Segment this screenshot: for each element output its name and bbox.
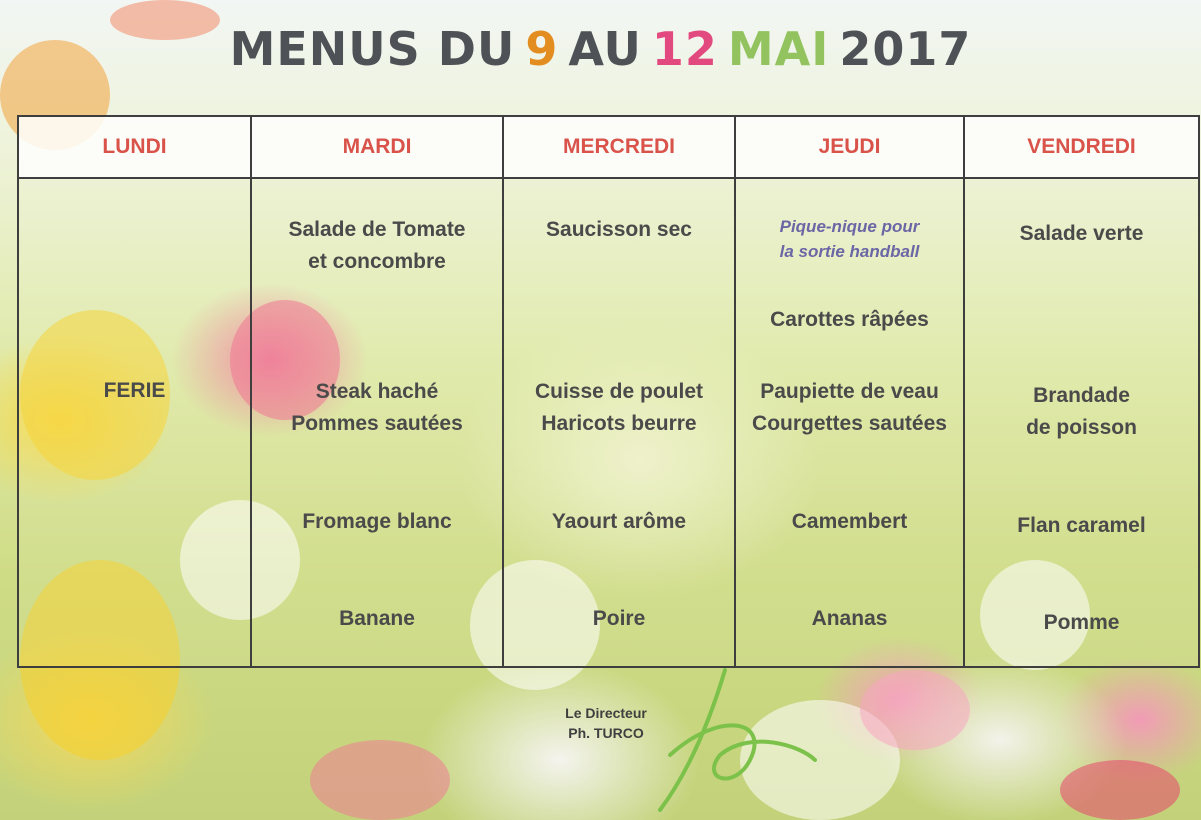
menu-starter: Salade de Tomate et concombre	[288, 218, 466, 273]
day-column-mardi	[252, 179, 504, 666]
title-part: MENUS DU	[229, 22, 516, 76]
title-part: 12	[651, 22, 718, 76]
menu-dairy: Fromage blanc	[302, 510, 452, 533]
title-part: 2017	[839, 22, 972, 76]
day-header-jeudi: JEUDI	[736, 117, 965, 179]
menu-main-course: Cuisse de poulet Haricots beurre	[534, 380, 704, 435]
day-header-lundi: LUNDI	[19, 117, 252, 179]
menu-main-course: Brandade de poisson	[1026, 384, 1137, 439]
menu-dairy: Yaourt arôme	[551, 510, 687, 533]
menu-main-course: Paupiette de veau Courgettes sautées	[752, 380, 947, 435]
menu-table	[17, 115, 1200, 668]
menu-main-course: Steak haché Pommes sautées	[291, 380, 463, 435]
signature-title: Le Directeur	[565, 705, 647, 721]
title-part: MAI	[727, 22, 830, 76]
day-column-vendredi	[965, 179, 1198, 666]
menu-note: Pique-nique pour la sortie handball	[779, 217, 920, 261]
menu-dessert: Banane	[339, 607, 415, 630]
menu-dessert: Pomme	[1043, 611, 1120, 634]
menu-dessert: Poire	[592, 607, 646, 630]
title-part: 9	[525, 22, 559, 76]
menu-dessert: Ananas	[811, 607, 888, 630]
day-header-vendredi: VENDREDI	[965, 117, 1198, 179]
page-title	[0, 22, 1201, 76]
day-column-mercredi	[504, 179, 736, 666]
day-column-jeudi	[736, 179, 965, 666]
day-header-mardi: MARDI	[252, 117, 504, 179]
tulip-decoration	[1060, 760, 1180, 820]
tulip-decoration	[310, 740, 450, 820]
tulip-decoration	[860, 670, 970, 750]
holiday-label: FERIE	[103, 379, 166, 402]
handwritten-signature	[630, 660, 820, 820]
menu-starter: Carottes râpées	[770, 308, 929, 331]
menu-starter: Saucisson sec	[546, 218, 692, 241]
menu-dairy: Camembert	[791, 510, 908, 533]
signature-name: Ph. TURCO	[568, 725, 644, 741]
day-header-mercredi: MERCREDI	[504, 117, 736, 179]
title-part: AU	[568, 22, 642, 76]
menu-starter: Salade verte	[1019, 222, 1144, 245]
day-column-lundi	[19, 179, 252, 666]
menu-dairy: Flan caramel	[1017, 514, 1146, 537]
